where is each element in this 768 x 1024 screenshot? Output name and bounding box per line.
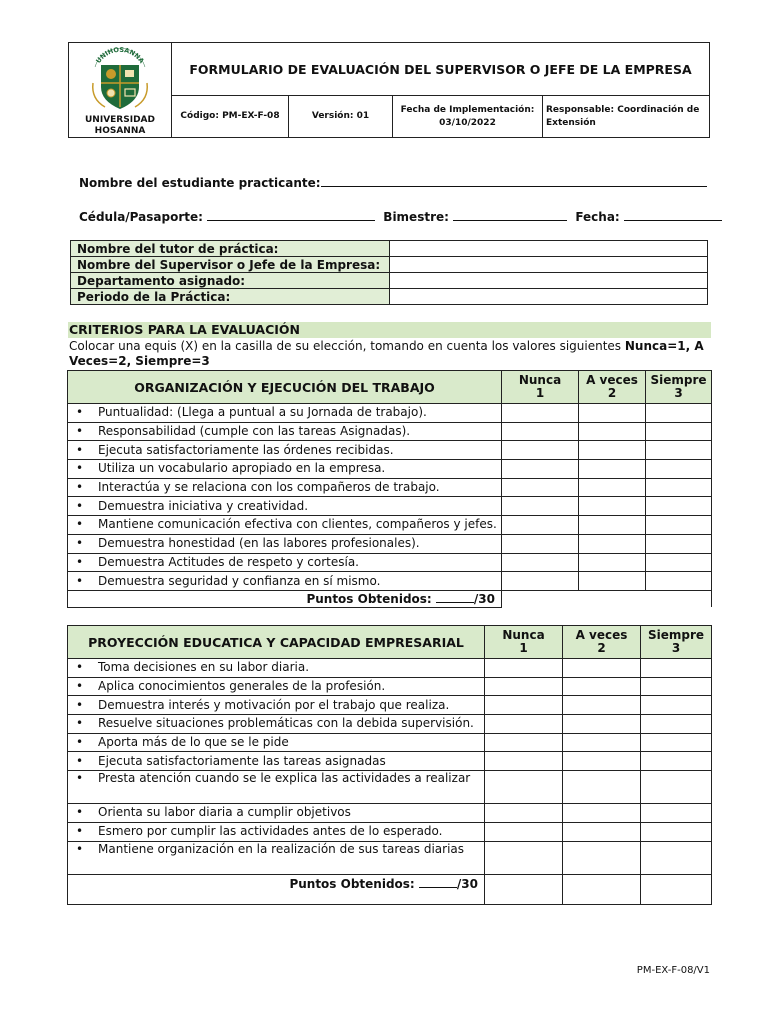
criteria-row	[68, 771, 712, 804]
bullet: •	[76, 573, 84, 588]
col-aveces: A veces 2	[563, 626, 641, 659]
bullet: •	[76, 424, 84, 439]
bullet: •	[76, 498, 84, 513]
criteria-text: Toma decisiones en su labor diaria.	[98, 660, 310, 675]
criteria-text: Presta atención cuando se le explica las actividades a realizar	[98, 771, 471, 786]
criteria-item	[68, 659, 485, 678]
rating-cell[interactable]	[502, 516, 579, 535]
criteria-text: Resuelve situaciones problemáticas con la debida supervisión.	[98, 716, 474, 731]
rating-cell[interactable]	[646, 460, 712, 479]
tutor-row-label: Departamento asignado:	[71, 273, 390, 289]
rating-cell[interactable]	[563, 659, 641, 678]
rating-cell[interactable]	[485, 696, 563, 715]
student-name-line	[79, 174, 707, 190]
rating-cell[interactable]	[646, 534, 712, 553]
criteria-row	[68, 478, 712, 497]
criteria-item	[68, 733, 485, 752]
criteria-text: Aporta más de lo que se le pide	[98, 735, 289, 750]
criteria-item	[68, 696, 485, 715]
rating-cell[interactable]	[502, 553, 579, 572]
rating-cell[interactable]	[646, 497, 712, 516]
tutor-row-value[interactable]	[390, 241, 708, 257]
bullet: •	[76, 716, 84, 731]
rating-cell[interactable]	[485, 841, 563, 874]
criteria-text: Orienta su labor diaria a cumplir objetivos	[98, 805, 351, 820]
rating-cell[interactable]	[563, 822, 641, 841]
logo-arc-text: UNIHOSANNA	[94, 45, 146, 65]
criteria-row	[68, 841, 712, 874]
rating-cell[interactable]	[502, 572, 579, 591]
rating-cell[interactable]	[579, 404, 646, 423]
col-siempre: Siempre 3	[641, 626, 712, 659]
rating-cell[interactable]	[502, 478, 579, 497]
col-aveces: A veces 2	[579, 371, 646, 404]
criteria-item	[68, 534, 502, 553]
criteria-item	[68, 404, 502, 423]
bullet: •	[76, 554, 84, 569]
rating-cell[interactable]	[641, 677, 712, 696]
rating-cell[interactable]	[641, 771, 712, 804]
logo-cell	[69, 43, 172, 138]
university-logo	[85, 43, 155, 113]
criteria-row	[68, 404, 712, 423]
tutor-row-value[interactable]	[390, 257, 708, 273]
criteria-item	[68, 497, 502, 516]
rating-cell[interactable]	[563, 841, 641, 874]
criteria-item	[68, 516, 502, 535]
criteria-row	[68, 715, 712, 734]
rating-cell[interactable]	[579, 460, 646, 479]
rating-cell[interactable]	[646, 478, 712, 497]
rating-cell[interactable]	[646, 441, 712, 460]
section1-title: ORGANIZACIÓN Y EJECUCIÓN DEL TRABAJO	[68, 371, 502, 404]
rating-cell[interactable]	[485, 659, 563, 678]
criteria-item	[68, 441, 502, 460]
section2-table	[67, 625, 712, 905]
criteria-text: Ejecuta satisfactoriamente las tareas asignadas	[98, 753, 386, 768]
rating-cell[interactable]	[502, 441, 579, 460]
rating-cell[interactable]	[641, 733, 712, 752]
total-blank[interactable]	[419, 876, 457, 888]
id-field[interactable]	[207, 208, 375, 221]
rating-cell[interactable]	[563, 715, 641, 734]
criteria-item	[68, 677, 485, 696]
section2-total: Puntos Obtenidos: /30	[68, 874, 485, 904]
rating-cell[interactable]	[485, 677, 563, 696]
criteria-row	[68, 677, 712, 696]
tutor-row-label: Nombre del Supervisor o Jefe de la Empresa:	[71, 257, 390, 273]
rating-cell[interactable]	[641, 696, 712, 715]
tutor-table	[70, 240, 708, 305]
instruction-values: Nunca=1, A Veces=2, Siempre=3	[69, 339, 704, 368]
date-label: Fecha:	[575, 210, 620, 224]
rating-cell[interactable]	[579, 553, 646, 572]
rating-cell[interactable]	[641, 715, 712, 734]
criteria-row	[68, 516, 712, 535]
rating-cell[interactable]	[579, 534, 646, 553]
rating-cell[interactable]	[579, 478, 646, 497]
footer-code: PM-EX-F-08/V1	[636, 965, 710, 976]
tutor-row-value[interactable]	[390, 289, 708, 305]
criteria-text: Ejecuta satisfactoriamente las órdenes recibidas.	[98, 442, 394, 457]
criteria-row	[68, 733, 712, 752]
tutor-row-label: Nombre del tutor de práctica:	[71, 241, 390, 257]
bullet: •	[76, 824, 84, 839]
section1-total: Puntos Obtenidos: /30	[68, 590, 502, 607]
bullet: •	[76, 679, 84, 694]
rating-cell[interactable]	[485, 715, 563, 734]
rating-cell[interactable]	[579, 441, 646, 460]
responsible: Responsable: Coordinación de Extensión	[543, 96, 710, 138]
bullet: •	[76, 841, 84, 856]
criteria-item	[68, 752, 485, 771]
criteria-text: Aplica conocimientos generales de la profesión.	[98, 679, 386, 694]
criteria-row	[68, 422, 712, 441]
criteria-row	[68, 553, 712, 572]
rating-cell[interactable]	[563, 733, 641, 752]
tutor-row-label: Periodo de la Práctica:	[71, 289, 390, 305]
instruction-text: Colocar una equis (X) en la casilla de su elección, tomando en cuenta los valores siguientes	[69, 339, 625, 353]
criteria-item	[68, 771, 485, 804]
criteria-item	[68, 422, 502, 441]
rating-cell[interactable]	[563, 752, 641, 771]
rating-cell[interactable]	[502, 404, 579, 423]
criteria-instruction	[69, 339, 711, 369]
criteria-row	[68, 804, 712, 823]
criteria-row	[68, 534, 712, 553]
implementation-date	[393, 96, 543, 138]
col-nunca: Nunca 1	[502, 371, 579, 404]
col-nunca: Nunca 1	[485, 626, 563, 659]
criteria-item	[68, 841, 485, 874]
criteria-item	[68, 478, 502, 497]
criteria-text: Mantiene comunicación efectiva con clientes, compañeros y jefes.	[98, 517, 497, 532]
rating-cell[interactable]	[641, 841, 712, 874]
bullet: •	[76, 735, 84, 750]
rating-cell[interactable]	[579, 422, 646, 441]
rating-cell[interactable]	[579, 572, 646, 591]
criteria-text: Mantiene organización en la realización de sus tareas diarias	[98, 841, 465, 856]
criteria-row	[68, 460, 712, 479]
rating-cell[interactable]	[563, 771, 641, 804]
implementation-value: 03/10/2022	[439, 117, 496, 128]
criteria-row	[68, 752, 712, 771]
criteria-row	[68, 497, 712, 516]
criteria-text: Demuestra seguridad y confianza en sí mismo.	[98, 573, 381, 588]
rating-cell[interactable]	[563, 696, 641, 715]
criteria-item	[68, 715, 485, 734]
bullet: •	[76, 480, 84, 495]
criteria-text: Demuestra honestidad (en las labores profesionales).	[98, 536, 420, 551]
tutor-row-value[interactable]	[390, 273, 708, 289]
bullet: •	[76, 805, 84, 820]
criteria-row	[68, 572, 712, 591]
rating-cell[interactable]	[646, 553, 712, 572]
rating-cell[interactable]	[502, 422, 579, 441]
bullet: •	[76, 753, 84, 768]
criteria-title: CRITERIOS PARA LA EVALUACIÓN	[68, 322, 711, 338]
rating-cell[interactable]	[485, 804, 563, 823]
criteria-text: Demuestra interés y motivación por el trabajo que realiza.	[98, 697, 450, 712]
rating-cell[interactable]	[485, 771, 563, 804]
form-title: FORMULARIO DE EVALUACIÓN DEL SUPERVISOR O JEFE DE LA EMPRESA	[172, 43, 710, 96]
criteria-item	[68, 460, 502, 479]
rating-cell[interactable]	[579, 516, 646, 535]
bullet: •	[76, 660, 84, 675]
rating-cell[interactable]	[646, 516, 712, 535]
bullet: •	[76, 536, 84, 551]
id-label: Cédula/Pasaporte:	[79, 210, 203, 224]
rating-cell[interactable]	[579, 497, 646, 516]
rating-cell[interactable]	[646, 422, 712, 441]
rating-cell[interactable]	[641, 752, 712, 771]
term-field[interactable]	[453, 208, 567, 221]
rating-cell[interactable]	[502, 497, 579, 516]
criteria-row	[68, 822, 712, 841]
rating-cell[interactable]	[485, 733, 563, 752]
bullet: •	[76, 442, 84, 457]
rating-cell[interactable]	[502, 460, 579, 479]
criteria-item	[68, 822, 485, 841]
criteria-text: Responsabilidad (cumple con las tareas Asignadas).	[98, 424, 411, 439]
rating-cell[interactable]	[641, 659, 712, 678]
rating-cell[interactable]	[646, 572, 712, 591]
criteria-text: Demuestra iniciativa y creatividad.	[98, 498, 309, 513]
bullet: •	[76, 517, 84, 532]
bullet: •	[76, 461, 84, 476]
implementation-label: Fecha de Implementación:	[400, 104, 535, 115]
criteria-row	[68, 441, 712, 460]
criteria-row	[68, 696, 712, 715]
col-siempre: Siempre 3	[646, 371, 712, 404]
bullet: •	[76, 405, 84, 420]
svg-text:UNIHOSANNA	[94, 46, 145, 65]
criteria-text: Demuestra Actitudes de respeto y cortesía.	[98, 554, 359, 569]
criteria-text: Puntualidad: (Llega a puntual a su Jornada de trabajo).	[98, 405, 427, 420]
rating-cell[interactable]	[641, 804, 712, 823]
bullet: •	[76, 697, 84, 712]
document-header	[68, 42, 710, 138]
form-version: Versión: 01	[289, 96, 393, 138]
university-name: UNIVERSIDAD HOSANNA	[85, 115, 155, 136]
criteria-text: Interactúa y se relaciona con los compañeros de trabajo.	[98, 480, 440, 495]
criteria-item	[68, 553, 502, 572]
bullet: •	[76, 771, 84, 786]
criteria-text: Esmero por cumplir las actividades antes de lo esperado.	[98, 824, 443, 839]
student-name-label: Nombre del estudiante practicante:	[79, 176, 321, 190]
total-blank[interactable]	[436, 591, 474, 603]
criteria-text: Utiliza un vocabulario apropiado en la empresa.	[98, 461, 386, 476]
term-label: Bimestre:	[383, 210, 449, 224]
criteria-row	[68, 659, 712, 678]
rating-cell[interactable]	[641, 822, 712, 841]
rating-cell[interactable]	[485, 822, 563, 841]
rating-cell[interactable]	[485, 752, 563, 771]
rating-cell[interactable]	[646, 404, 712, 423]
rating-cell[interactable]	[563, 804, 641, 823]
form-code: Código: PM-EX-F-08	[172, 96, 289, 138]
student-id-line	[79, 208, 722, 224]
section1-table	[67, 370, 712, 608]
date-field[interactable]	[624, 208, 722, 221]
rating-cell[interactable]	[502, 534, 579, 553]
section2-title: PROYECCIÓN EDUCATICA Y CAPACIDAD EMPRESARIAL	[68, 626, 485, 659]
student-name-field[interactable]	[321, 174, 707, 187]
rating-cell[interactable]	[563, 677, 641, 696]
criteria-item	[68, 572, 502, 591]
criteria-item	[68, 804, 485, 823]
